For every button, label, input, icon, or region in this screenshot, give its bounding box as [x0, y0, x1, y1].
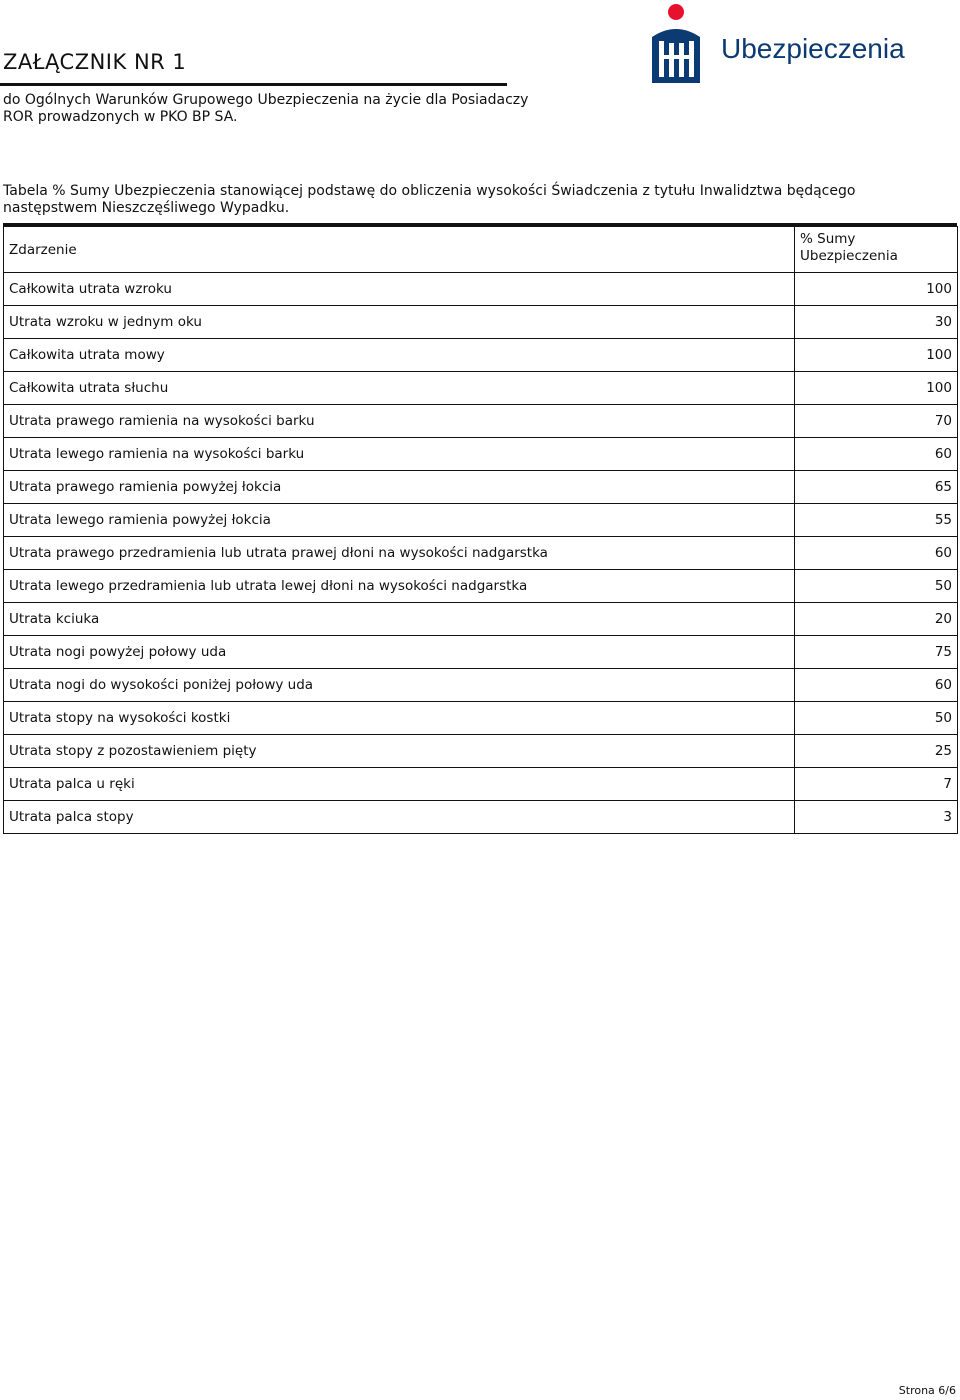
- percent-cell: 50: [795, 702, 958, 735]
- table-row: [4, 702, 958, 735]
- event-cell: Utrata nogi do wysokości poniżej połowy uda: [4, 669, 795, 702]
- table-row: [4, 438, 958, 471]
- percent-cell: 50: [795, 570, 958, 603]
- percent-cell: 3: [795, 801, 958, 834]
- percent-cell: 7: [795, 768, 958, 801]
- header-event: Zdarzenie: [4, 227, 795, 273]
- event-cell: Utrata palca u ręki: [4, 768, 795, 801]
- percent-cell: 60: [795, 537, 958, 570]
- event-cell: Utrata lewego ramienia na wysokości barku: [4, 438, 795, 471]
- event-cell: Utrata prawego ramienia powyżej łokcia: [4, 471, 795, 504]
- event-cell: Utrata palca stopy: [4, 801, 795, 834]
- logo-text: Ubezpieczenia: [721, 33, 905, 64]
- table-header-row: [4, 227, 958, 273]
- table-row: [4, 405, 958, 438]
- title-underline: [0, 83, 507, 86]
- page-number: Strona 6/6: [898, 1384, 956, 1397]
- table-body: [4, 273, 958, 834]
- table-row: [4, 636, 958, 669]
- pko-ubezpieczenia-logo: [645, 3, 905, 85]
- table-row: [4, 603, 958, 636]
- percent-cell: 65: [795, 471, 958, 504]
- document-title: ZAŁĄCZNIK NR 1: [3, 50, 187, 74]
- event-cell: Całkowita utrata słuchu: [4, 372, 795, 405]
- table-row: [4, 339, 958, 372]
- event-cell: Utrata stopy na wysokości kostki: [4, 702, 795, 735]
- table-row: [4, 537, 958, 570]
- table-row: [4, 306, 958, 339]
- event-cell: Utrata prawego ramienia na wysokości barku: [4, 405, 795, 438]
- event-cell: Utrata lewego ramienia powyżej łokcia: [4, 504, 795, 537]
- table-row: [4, 669, 958, 702]
- table-row: [4, 768, 958, 801]
- percent-cell: 100: [795, 339, 958, 372]
- event-cell: Utrata lewego przedramienia lub utrata lewej dłoni na wysokości nadgarstka: [4, 570, 795, 603]
- event-cell: Utrata stopy z pozostawieniem pięty: [4, 735, 795, 768]
- document-subtitle: do Ogólnych Warunków Grupowego Ubezpieczenia na życie dla Posiadaczy ROR prowadzonych w PKO BP SA.: [3, 92, 529, 125]
- percent-cell: 55: [795, 504, 958, 537]
- table-row: [4, 570, 958, 603]
- event-cell: Utrata kciuka: [4, 603, 795, 636]
- benefit-percentage-table: [3, 226, 958, 834]
- table-row: [4, 504, 958, 537]
- percent-cell: 60: [795, 438, 958, 471]
- header-percent: % Sumy Ubezpieczenia: [795, 227, 958, 273]
- event-cell: Całkowita utrata mowy: [4, 339, 795, 372]
- percent-cell: 100: [795, 372, 958, 405]
- table-description: Tabela % Sumy Ubezpieczenia stanowiącej podstawę do obliczenia wysokości Świadczenia z tytułu Inwalidztwa będącego następstwem Nieszczęśliwego Wypadku.: [3, 183, 856, 216]
- table-row: [4, 273, 958, 306]
- percent-cell: 100: [795, 273, 958, 306]
- event-cell: Utrata nogi powyżej połowy uda: [4, 636, 795, 669]
- event-cell: Utrata wzroku w jednym oku: [4, 306, 795, 339]
- percent-cell: 20: [795, 603, 958, 636]
- table-row: [4, 735, 958, 768]
- table-row: [4, 801, 958, 834]
- percent-cell: 75: [795, 636, 958, 669]
- event-cell: Utrata prawego przedramienia lub utrata prawej dłoni na wysokości nadgarstka: [4, 537, 795, 570]
- table-row: [4, 471, 958, 504]
- event-cell: Całkowita utrata wzroku: [4, 273, 795, 306]
- percent-cell: 60: [795, 669, 958, 702]
- percent-cell: 30: [795, 306, 958, 339]
- table-row: [4, 372, 958, 405]
- pko-logo-icon: [645, 3, 707, 85]
- percent-cell: 25: [795, 735, 958, 768]
- percent-cell: 70: [795, 405, 958, 438]
